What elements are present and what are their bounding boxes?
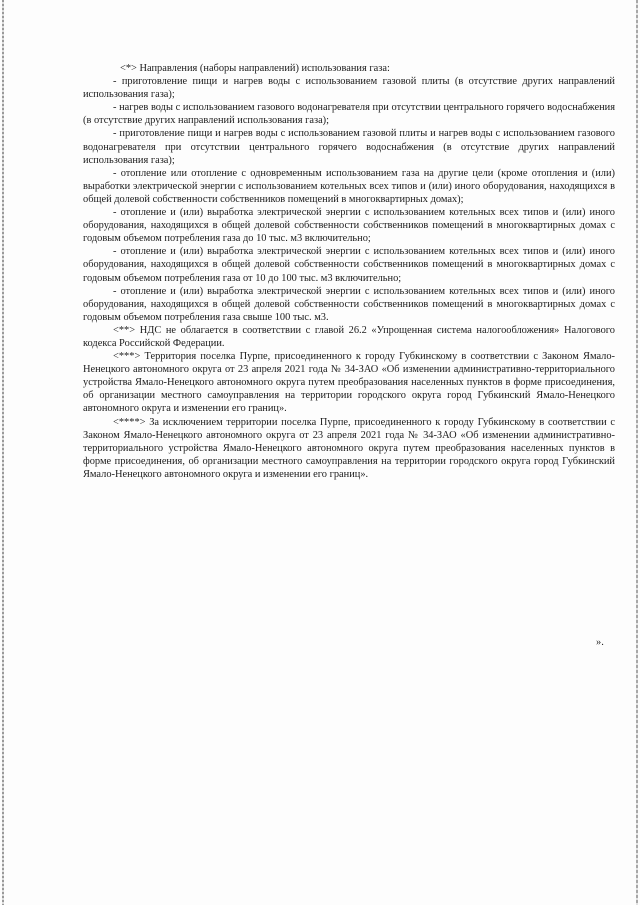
gas-use-item: - приготовление пищи и нагрев воды с использованием газовой плиты (в отсутствие других направлений использования газа); [83, 76, 615, 101]
footnotes-block [83, 62, 615, 481]
note-intro: <*> Направления (наборы направлений) использования газа: [120, 63, 390, 74]
gas-use-item: - приготовление пищи и нагрев воды с использованием газовой плиты и нагрев воды с использованием газового водонагревателя при отсутствии центрального горячего водоснабжения (в отсутствие других направлений использования газа); [83, 128, 615, 166]
scan-edge-right [636, 0, 638, 905]
note-vat: <**> НДС не облагается в соответствии с главой 26.2 «Упрощенная система налогообложения» Налогового кодекса Российской Федерации. [83, 324, 615, 349]
gas-use-item: - отопление и (или) выработка электрической энергии с использованием котельных всех типов и (или) иного оборудования, находящихся в общей долевой собственности собственников помещений в многоквартирных домах с годовым объемом потребления газа свыше 100 тыс. м3. [83, 285, 615, 323]
gas-use-item: - нагрев воды с использованием газового водонагревателя при отсутствии центрального горячего водоснабжения (в отсутствие других направлений использования газа); [83, 102, 615, 127]
gas-use-item: - отопление и (или) выработка электрической энергии с использованием котельных всех типов и (или) иного оборудования, находящихся в общей долевой собственности собственников помещений в многоквартирных домах с годовым объемом потребления газа от 10 до 100 тыс. м3 включительно; [83, 246, 615, 284]
scan-edge-left [2, 0, 4, 905]
note-purpe-territory: <***> Территория поселка Пурпе, присоединенного к городу Губкинскому в соответствии с Законом Ямало-Ненецкого автономного округа от 23 апреля 2021 года № 34-ЗАО «Об изменении административно-территориального устройства Ямало-Ненецкого автономного округа путем преобразования населенных пунктов в форме присоединения, об организации местного самоуправления на территории городского округа город Губкинский Ямало-Ненецкого автономного округа и изменении его границ». [83, 351, 615, 415]
closing-quote: ». [596, 637, 604, 648]
gas-use-item: - отопление и (или) выработка электрической энергии с использованием котельных всех типов и (или) иного оборудования, находящихся в общей долевой собственности собственников помещений в многоквартирных домах с годовым объемом потребления газа до 10 тыс. м3 включительно; [83, 207, 615, 245]
note-purpe-exclusion: <****> За исключением территории поселка Пурпе, присоединенного к городу Губкинскому в соответствии с Законом Ямало-Ненецкого автономного округа от 23 апреля 2021 года № 34-ЗАО «Об изменении административно-территориального устройства Ямало-Ненецкого автономного округа путем преобразования населенных пунктов в форме присоединения, об организации местного самоуправления на территории городского округа город Губкинский Ямало-Ненецкого автономного округа и изменении его границ». [83, 416, 615, 480]
gas-use-item: - отопление или отопление с одновременным использованием газа на другие цели (кроме отопления и (или) выработки электрической энергии с использованием котельных всех типов и (или) иного оборудования, находящихся в общей долевой собственности собственников помещений в многоквартирных домах); [83, 167, 615, 205]
